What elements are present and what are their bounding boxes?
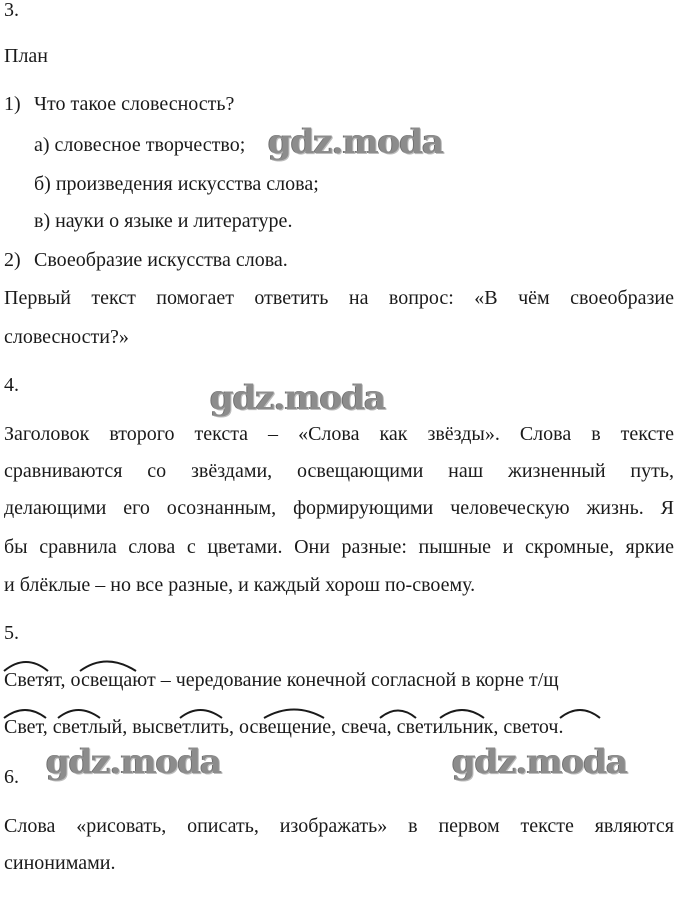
section-3-answer-line-2: словесности?» [4, 326, 129, 348]
watermark-logo: gdz.moda [452, 742, 628, 782]
watermark-logo: gdz.moda [46, 742, 222, 782]
root-arc-svetoch [560, 710, 600, 718]
plan-item-1-number: 1) [4, 93, 21, 115]
section-4-line-1: Заголовок второго текста – «Слова как звёзды». Слова в тексте [4, 423, 674, 445]
plan-item-2-text: Своеобразие искусства слова. [34, 249, 288, 271]
plan-item-1-text: Что такое словесность? [34, 93, 235, 115]
plan-item-2-number: 2) [4, 249, 21, 271]
section-3-number: 3. [4, 0, 19, 21]
section-6-line-2: синонимами. [4, 852, 116, 874]
section-6-line-1: Слова «рисовать, описать, изображать» в первом тексте являются [4, 815, 674, 837]
plan-title: План [4, 45, 49, 67]
section-5-line-1: Светят, освещают – чередование конечной согласной в корне т/щ [4, 669, 559, 691]
plan-item-2 [4, 248, 288, 272]
section-4-line-5: и блёклые – но все разные, и каждый хорош по-своему. [4, 574, 476, 596]
watermark-logo: gdz.moda [210, 378, 386, 418]
plan-item-1 [4, 92, 234, 116]
section-4-line-3: делающими его осознанным, формирующими человеческую жизнь. Я [4, 497, 674, 519]
plan-subitem-a: а) словесное творчество; [34, 134, 246, 156]
section-3-answer-line-1: Первый текст помогает ответить на вопрос: «В чём своеобразие [4, 287, 674, 309]
section-4-number: 4. [4, 374, 19, 396]
section-6-number: 6. [4, 766, 19, 788]
section-4-line-4: бы сравнила слова с цветами. Они разные: пышные и скромные, яркие [4, 536, 674, 558]
section-4-line-2: сравниваются со звёздами, освещающими наш жизненный путь, [4, 460, 674, 482]
plan-subitem-c: в) науки о языке и литературе. [34, 210, 293, 232]
watermark-logo: gdz.moda [268, 122, 444, 162]
section-5-number: 5. [4, 622, 19, 644]
plan-subitem-b: б) произведения искусства слова; [34, 173, 319, 195]
section-5-line-2: Свет, светлый, высветлить, освещение, свеча, светильник, светоч. [4, 716, 564, 738]
